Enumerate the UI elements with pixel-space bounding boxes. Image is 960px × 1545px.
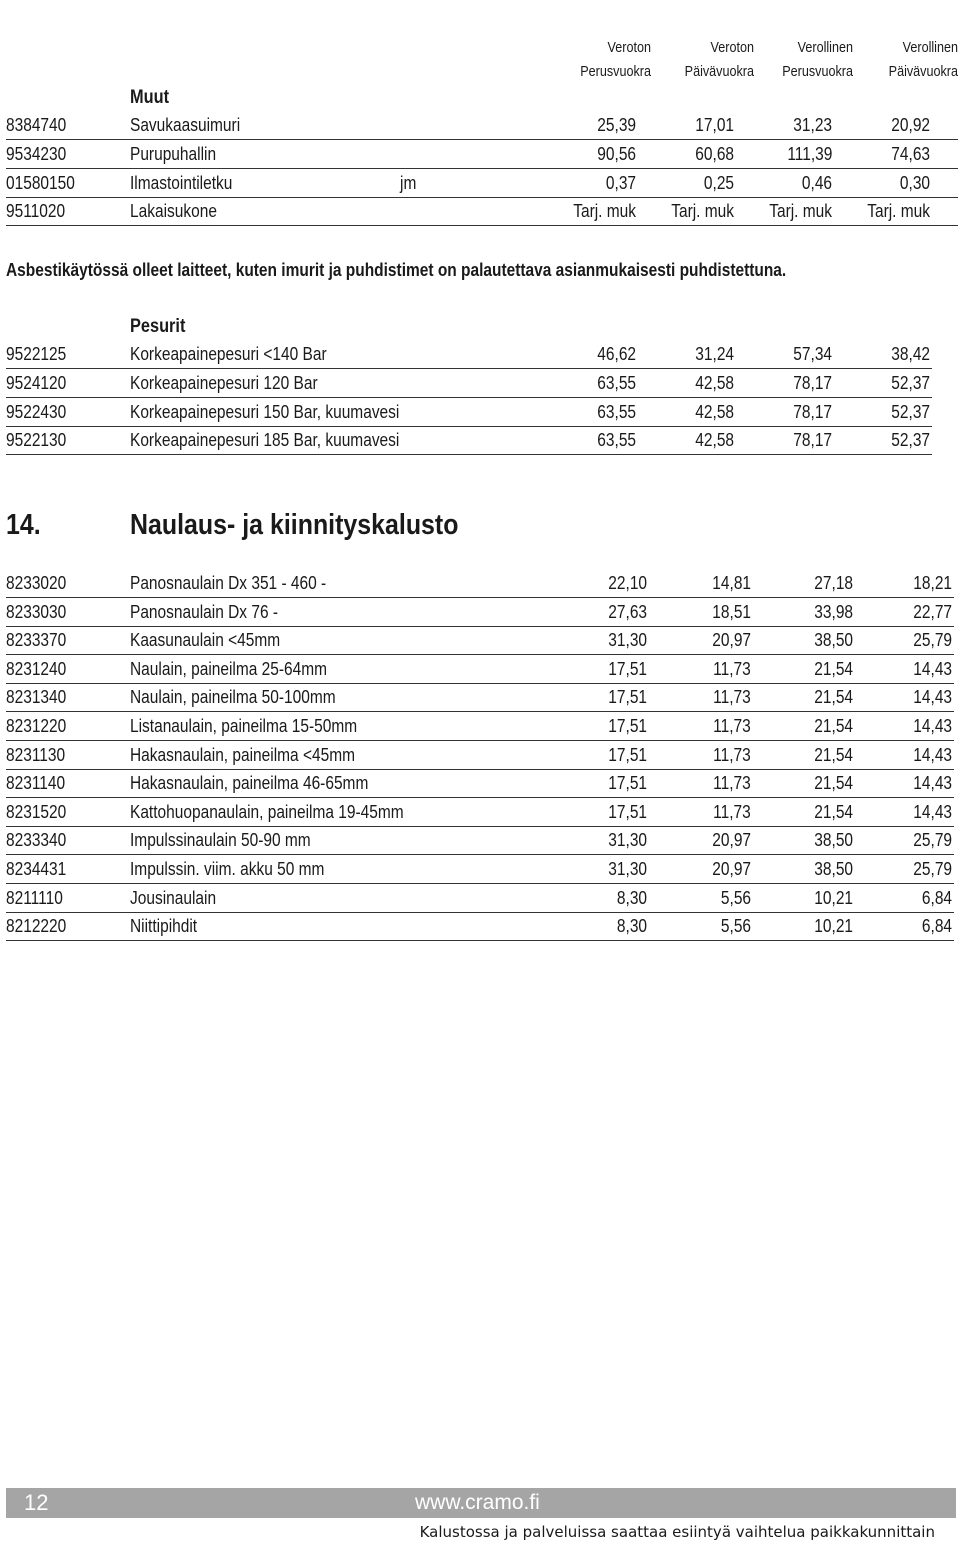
table-row bbox=[6, 340, 932, 369]
table-row bbox=[6, 712, 954, 741]
table-row bbox=[6, 140, 958, 169]
product-name: Korkeapainepesuri <140 Bar bbox=[130, 344, 327, 364]
price-cell: 31,23 bbox=[793, 115, 832, 135]
price-cell: 17,51 bbox=[608, 716, 647, 736]
price-cell: 14,43 bbox=[913, 744, 952, 765]
price-cell: 21,54 bbox=[814, 658, 853, 679]
price-cell: 5,56 bbox=[720, 916, 751, 937]
product-name: Panosnaulain Dx 76 - bbox=[130, 601, 279, 622]
price-cell: 46,62 bbox=[597, 344, 636, 364]
price-cell: 38,42 bbox=[891, 344, 930, 364]
price-cell: 21,54 bbox=[814, 687, 853, 708]
table-row bbox=[6, 426, 932, 455]
product-name: Ilmastointiletku bbox=[130, 172, 233, 193]
chapter-title: Naulaus- ja kiinnityskalusto bbox=[130, 509, 459, 541]
product-code: 8211110 bbox=[6, 887, 63, 908]
table-row bbox=[6, 598, 954, 627]
price-cell: 25,79 bbox=[913, 859, 952, 879]
table-row bbox=[6, 398, 932, 427]
price-cell: 52,37 bbox=[891, 372, 930, 393]
product-code: 9522125 bbox=[6, 344, 67, 364]
product-name: Naulain, paineilma 50-100mm bbox=[130, 687, 336, 708]
price-cell: 25,39 bbox=[597, 115, 636, 135]
price-cell: 8,30 bbox=[616, 916, 647, 937]
price-cell: 21,54 bbox=[814, 773, 853, 794]
price-cell: 31,30 bbox=[608, 830, 647, 851]
header-col-4 bbox=[820, 36, 958, 84]
price-cell: 14,43 bbox=[913, 801, 952, 822]
product-name: Panosnaulain Dx 351 - 460 - bbox=[130, 573, 327, 593]
price-cell: 14,43 bbox=[913, 687, 952, 708]
price-cell: 78,17 bbox=[793, 430, 832, 451]
price-cell: 17,51 bbox=[608, 773, 647, 794]
product-code: 8231220 bbox=[6, 716, 67, 736]
price-cell: 38,50 bbox=[814, 630, 853, 651]
section-title-muut: Muut bbox=[130, 87, 170, 108]
product-code: 8233340 bbox=[6, 830, 67, 851]
price-cell: 14,43 bbox=[913, 658, 952, 679]
product-name: Impulssinaulain 50-90 mm bbox=[130, 830, 311, 851]
price-cell: Tarj. muk bbox=[867, 201, 930, 222]
table-row bbox=[6, 655, 954, 684]
table-row bbox=[6, 826, 954, 855]
product-code: 9522130 bbox=[6, 430, 67, 451]
asbestos-note: Asbestikäytössä olleet laitteet, kuten imurit ja puhdistimet on palautettava asianmukaisesti puhdistettuna. bbox=[6, 260, 787, 280]
price-cell: 11,73 bbox=[713, 744, 751, 765]
table-row bbox=[6, 798, 954, 827]
table-row bbox=[6, 769, 954, 798]
product-code: 9511020 bbox=[6, 201, 66, 222]
product-name: Kaasunaulain <45mm bbox=[130, 630, 281, 651]
table-row bbox=[6, 855, 954, 884]
product-code: 8231240 bbox=[6, 658, 67, 679]
price-cell: 60,68 bbox=[695, 143, 734, 164]
table-row bbox=[6, 569, 954, 598]
price-cell: 22,77 bbox=[913, 601, 952, 622]
table-row bbox=[6, 683, 954, 712]
product-code: 8231340 bbox=[6, 687, 67, 708]
product-name: Naulain, paineilma 25-64mm bbox=[130, 658, 328, 679]
price-cell: 17,51 bbox=[608, 744, 647, 765]
table-row bbox=[6, 111, 958, 140]
price-cell: 21,54 bbox=[814, 716, 853, 736]
product-name: Korkeapainepesuri 120 Bar bbox=[130, 372, 318, 393]
product-name: Korkeapainepesuri 185 Bar, kuumavesi bbox=[130, 430, 400, 451]
product-name: Savukaasuimuri bbox=[130, 115, 241, 135]
price-cell: 78,17 bbox=[793, 401, 832, 422]
product-code: 9522430 bbox=[6, 401, 67, 422]
price-cell: 18,51 bbox=[712, 601, 751, 622]
header-col-2-line2: Päivävuokra bbox=[684, 63, 754, 80]
price-cell: 20,97 bbox=[712, 630, 751, 651]
price-cell: 25,79 bbox=[913, 830, 952, 851]
header-col-1-line2: Perusvuokra bbox=[580, 63, 651, 80]
price-cell: 31,30 bbox=[608, 630, 647, 651]
price-cell: Tarj. muk bbox=[573, 201, 636, 222]
price-cell: 18,21 bbox=[913, 573, 952, 593]
price-cell: 111,39 bbox=[786, 143, 832, 164]
header-col-4-line1: Verollinen bbox=[902, 39, 958, 56]
section-title-pesurit: Pesurit bbox=[130, 316, 186, 337]
footer-url-link[interactable]: www.cramo.fi bbox=[415, 1491, 540, 1514]
table-row bbox=[6, 626, 954, 655]
price-cell: 63,55 bbox=[597, 430, 636, 451]
price-cell: 63,55 bbox=[597, 372, 636, 393]
price-cell: 11,73 bbox=[713, 658, 751, 679]
product-code: 9524120 bbox=[6, 372, 67, 393]
price-cell: 38,50 bbox=[814, 859, 853, 879]
price-cell: 17,51 bbox=[608, 687, 647, 708]
price-cell: 6,84 bbox=[921, 916, 952, 937]
product-code: 8384740 bbox=[6, 115, 67, 135]
price-cell: 0,46 bbox=[801, 172, 832, 193]
price-cell: 78,17 bbox=[793, 372, 832, 393]
product-code: 8231130 bbox=[6, 744, 66, 765]
price-cell: Tarj. muk bbox=[671, 201, 734, 222]
price-cell: 20,97 bbox=[712, 830, 751, 851]
price-cell: 6,84 bbox=[921, 887, 952, 908]
product-name: Hakasnaulain, paineilma <45mm bbox=[130, 744, 356, 765]
product-name: Niittipihdit bbox=[130, 916, 198, 937]
product-code: 8233020 bbox=[6, 573, 67, 593]
table-row bbox=[6, 197, 958, 226]
table-row bbox=[6, 369, 932, 398]
product-name: Kattohuopanaulain, paineilma 19-45mm bbox=[130, 801, 404, 822]
price-cell: 52,37 bbox=[891, 430, 930, 451]
price-cell: 42,58 bbox=[695, 430, 734, 451]
product-name: Purupuhallin bbox=[130, 143, 217, 164]
price-cell: 63,55 bbox=[597, 401, 636, 422]
table-row bbox=[6, 741, 954, 770]
price-cell: 27,18 bbox=[814, 573, 853, 593]
price-cell: 42,58 bbox=[695, 372, 734, 393]
product-name: Jousinaulain bbox=[130, 887, 217, 908]
product-code: 8233370 bbox=[6, 630, 67, 651]
price-cell: 11,73 bbox=[713, 716, 751, 736]
price-cell: 14,43 bbox=[913, 716, 952, 736]
price-cell: 52,37 bbox=[891, 401, 930, 422]
price-cell: 0,25 bbox=[703, 172, 734, 193]
price-cell: 17,51 bbox=[608, 658, 647, 679]
product-name: Impulssin. viim. akku 50 mm bbox=[130, 859, 325, 879]
price-cell: 33,98 bbox=[814, 601, 853, 622]
product-unit: jm bbox=[400, 172, 417, 193]
product-name: Korkeapainepesuri 150 Bar, kuumavesi bbox=[130, 401, 400, 422]
price-cell: 17,01 bbox=[695, 115, 734, 135]
price-cell: 22,10 bbox=[608, 573, 647, 593]
price-cell: 31,30 bbox=[608, 859, 647, 879]
product-name: Lakaisukone bbox=[130, 201, 217, 222]
product-code: 8212220 bbox=[6, 916, 67, 937]
product-code: 01580150 bbox=[6, 172, 75, 193]
price-cell: 10,21 bbox=[814, 916, 853, 937]
price-cell: 5,56 bbox=[720, 887, 751, 908]
price-cell: 14,43 bbox=[913, 773, 952, 794]
product-name: Listanaulain, paineilma 15-50mm bbox=[130, 716, 358, 736]
price-cell: 25,79 bbox=[913, 630, 952, 651]
price-cell: 21,54 bbox=[814, 744, 853, 765]
table-row bbox=[6, 912, 954, 941]
product-code: 9534230 bbox=[6, 143, 67, 164]
price-cell: 42,58 bbox=[695, 401, 734, 422]
product-code: 8231140 bbox=[6, 773, 66, 794]
price-cell: 17,51 bbox=[608, 801, 647, 822]
price-cell: 20,97 bbox=[712, 859, 751, 879]
price-cell: 74,63 bbox=[891, 143, 930, 164]
chapter-number: 14. bbox=[6, 509, 41, 541]
price-cell: 31,24 bbox=[695, 344, 734, 364]
header-col-3-line2: Perusvuokra bbox=[782, 63, 853, 80]
price-cell: 8,30 bbox=[616, 887, 647, 908]
price-cell: 0,37 bbox=[605, 172, 636, 193]
price-cell: 11,73 bbox=[713, 801, 751, 822]
price-cell: 57,34 bbox=[793, 344, 832, 364]
price-cell: 21,54 bbox=[814, 801, 853, 822]
table-row bbox=[6, 884, 954, 913]
price-cell: 0,30 bbox=[899, 172, 930, 193]
header-col-4-line2: Päivävuokra bbox=[888, 63, 958, 80]
price-cell: 27,63 bbox=[608, 601, 647, 622]
product-name: Hakasnaulain, paineilma 46-65mm bbox=[130, 773, 369, 794]
price-cell: 11,73 bbox=[713, 773, 751, 794]
price-cell: 20,92 bbox=[891, 115, 930, 135]
price-cell: 14,81 bbox=[712, 573, 751, 593]
table-row bbox=[6, 169, 958, 198]
product-code: 8234431 bbox=[6, 859, 67, 879]
page-number: 12 bbox=[24, 1490, 49, 1515]
price-cell: 10,21 bbox=[814, 887, 853, 908]
price-cell: 11,73 bbox=[713, 687, 751, 708]
price-cell: Tarj. muk bbox=[769, 201, 832, 222]
price-cell: 90,56 bbox=[597, 143, 636, 164]
product-code: 8231520 bbox=[6, 801, 67, 822]
header-col-3-line1: Verollinen bbox=[797, 39, 853, 56]
footer-disclaimer: Kalustossa ja palveluissa saattaa esiintyä vaihtelua paikkakunnittain bbox=[419, 1523, 935, 1541]
header-col-2-line1: Veroton bbox=[710, 39, 754, 56]
price-cell: 38,50 bbox=[814, 830, 853, 851]
product-code: 8233030 bbox=[6, 601, 67, 622]
header-col-1-line1: Veroton bbox=[607, 39, 651, 56]
